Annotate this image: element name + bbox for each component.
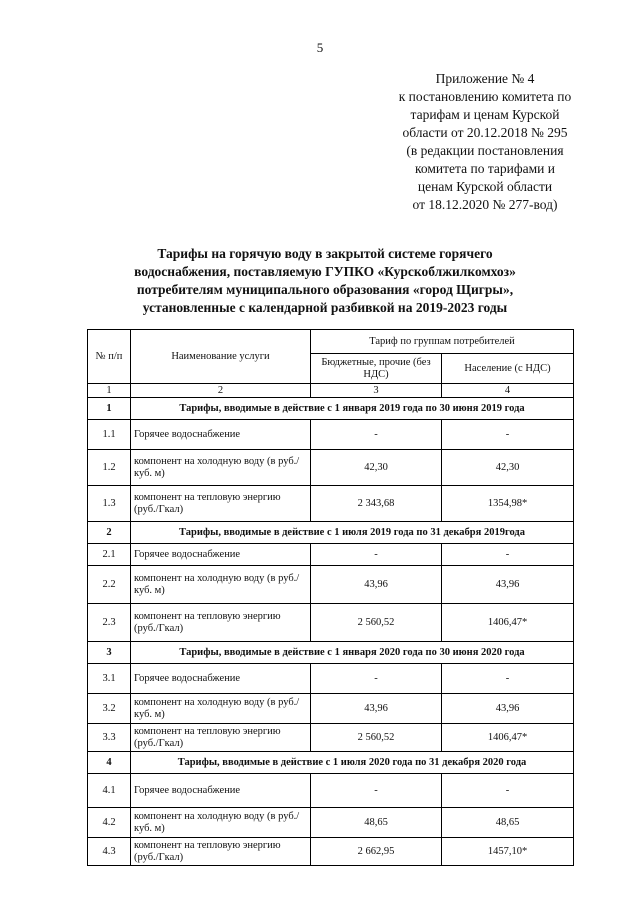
population-value: 42,30	[442, 450, 574, 486]
appendix-line: от 18.12.2020 № 277-вод)	[412, 197, 558, 212]
row-number: 1.3	[88, 486, 131, 522]
row-number: 4.2	[88, 808, 131, 838]
tariffs-table	[87, 329, 574, 866]
title-line: Тарифы на горячую воду в закрытой системе горячего	[157, 246, 493, 261]
index-cell: 1	[88, 384, 131, 398]
table-row	[88, 450, 574, 486]
budget-value: -	[311, 774, 442, 808]
budget-value: -	[311, 420, 442, 450]
budget-value: 43,96	[311, 566, 442, 604]
table-row	[88, 838, 574, 866]
index-cell: 2	[131, 384, 311, 398]
period-group	[88, 398, 574, 522]
service-name: компонент на холодную воду (в руб./куб. м)	[131, 694, 311, 724]
table-row	[88, 544, 574, 566]
period-label: Тарифы, вводимые в действие с 1 июля 2020 года по 31 декабря 2020 года	[131, 752, 574, 774]
period-number: 4	[88, 752, 131, 774]
row-number: 4.3	[88, 838, 131, 866]
population-value: -	[442, 774, 574, 808]
service-name: Горячее водоснабжение	[131, 664, 311, 694]
title-line: установленные с календарной разбивкой на 2019-2023 годы	[142, 300, 508, 315]
appendix-line: к постановлению комитета по	[398, 89, 572, 104]
row-number: 3.1	[88, 664, 131, 694]
population-value: 48,65	[442, 808, 574, 838]
table-row	[88, 486, 574, 522]
appendix-line: Приложение № 4	[435, 71, 535, 86]
table-row	[88, 808, 574, 838]
budget-value: 2 560,52	[311, 724, 442, 752]
period-number: 1	[88, 398, 131, 420]
service-name: компонент на холодную воду (в руб./куб. м)	[131, 566, 311, 604]
appendix-line: тарифам и ценам Курской	[410, 107, 560, 122]
population-value: 1406,47*	[442, 724, 574, 752]
table-row	[88, 420, 574, 450]
row-number: 1.2	[88, 450, 131, 486]
service-name: компонент на тепловую энергию (руб./Гкал)	[131, 604, 311, 642]
table-row	[88, 566, 574, 604]
row-number: 2.3	[88, 604, 131, 642]
title-line: потребителям муниципального образования «город Щигры»,	[136, 282, 514, 297]
period-label: Тарифы, вводимые в действие с 1 января 2020 года по 30 июня 2020 года	[131, 642, 574, 664]
appendix-line: комитета по тарифами и	[415, 161, 555, 176]
population-value: 43,96	[442, 566, 574, 604]
appendix-line: (в редакции постановления	[406, 143, 564, 158]
header-population: Население (с НДС)	[442, 354, 574, 384]
population-value: 1457,10*	[442, 838, 574, 866]
index-cell: 4	[442, 384, 574, 398]
service-name: компонент на тепловую энергию (руб./Гкал)	[131, 724, 311, 752]
table-row	[88, 604, 574, 642]
header-budget: Бюджетные, прочие (без НДС)	[311, 354, 442, 384]
service-name: компонент на тепловую энергию (руб./Гкал)	[131, 838, 311, 866]
table-row	[88, 724, 574, 752]
population-value: 43,96	[442, 694, 574, 724]
budget-value: 48,65	[311, 808, 442, 838]
header-service: Наименование услуги	[131, 330, 311, 384]
population-value: 1406,47*	[442, 604, 574, 642]
budget-value: 2 560,52	[311, 604, 442, 642]
row-number: 3.3	[88, 724, 131, 752]
row-number: 2.2	[88, 566, 131, 604]
service-name: Горячее водоснабжение	[131, 774, 311, 808]
appendix-line: ценам Курской области	[417, 179, 553, 194]
period-number: 3	[88, 642, 131, 664]
budget-value: 2 343,68	[311, 486, 442, 522]
index-cell: 3	[311, 384, 442, 398]
budget-value: -	[311, 544, 442, 566]
service-name: компонент на холодную воду (в руб./куб. м)	[131, 450, 311, 486]
budget-value: 42,30	[311, 450, 442, 486]
population-value: -	[442, 420, 574, 450]
period-group	[88, 642, 574, 752]
budget-value: 43,96	[311, 694, 442, 724]
period-label: Тарифы, вводимые в действие с 1 января 2019 года по 30 июня 2019 года	[131, 398, 574, 420]
title-line: водоснабжения, поставляемую ГУПКО «Курскоблжилкомхоз»	[134, 264, 516, 279]
appendix-line: области от 20.12.2018 № 295	[402, 125, 568, 140]
budget-value: 2 662,95	[311, 838, 442, 866]
period-group	[88, 522, 574, 642]
service-name: компонент на тепловую энергию (руб./Гкал)	[131, 486, 311, 522]
period-label: Тарифы, вводимые в действие с 1 июля 2019 года по 31 декабря 2019года	[131, 522, 574, 544]
row-number: 3.2	[88, 694, 131, 724]
page-number: 5	[316, 40, 324, 55]
appendix-note	[360, 70, 610, 214]
table-row	[88, 694, 574, 724]
population-value: -	[442, 544, 574, 566]
table-row	[88, 774, 574, 808]
service-name: Горячее водоснабжение	[131, 544, 311, 566]
table-header	[88, 330, 574, 398]
population-value: -	[442, 664, 574, 694]
budget-value: -	[311, 664, 442, 694]
table-row	[88, 664, 574, 694]
period-group	[88, 752, 574, 866]
row-number: 2.1	[88, 544, 131, 566]
population-value: 1354,98*	[442, 486, 574, 522]
document-title	[60, 245, 590, 317]
row-number: 1.1	[88, 420, 131, 450]
service-name: компонент на холодную воду (в руб./куб. м)	[131, 808, 311, 838]
period-number: 2	[88, 522, 131, 544]
service-name: Горячее водоснабжение	[131, 420, 311, 450]
header-num: № п/п	[88, 330, 131, 384]
row-number: 4.1	[88, 774, 131, 808]
header-tariff-group: Тариф по группам потребителей	[311, 330, 574, 354]
